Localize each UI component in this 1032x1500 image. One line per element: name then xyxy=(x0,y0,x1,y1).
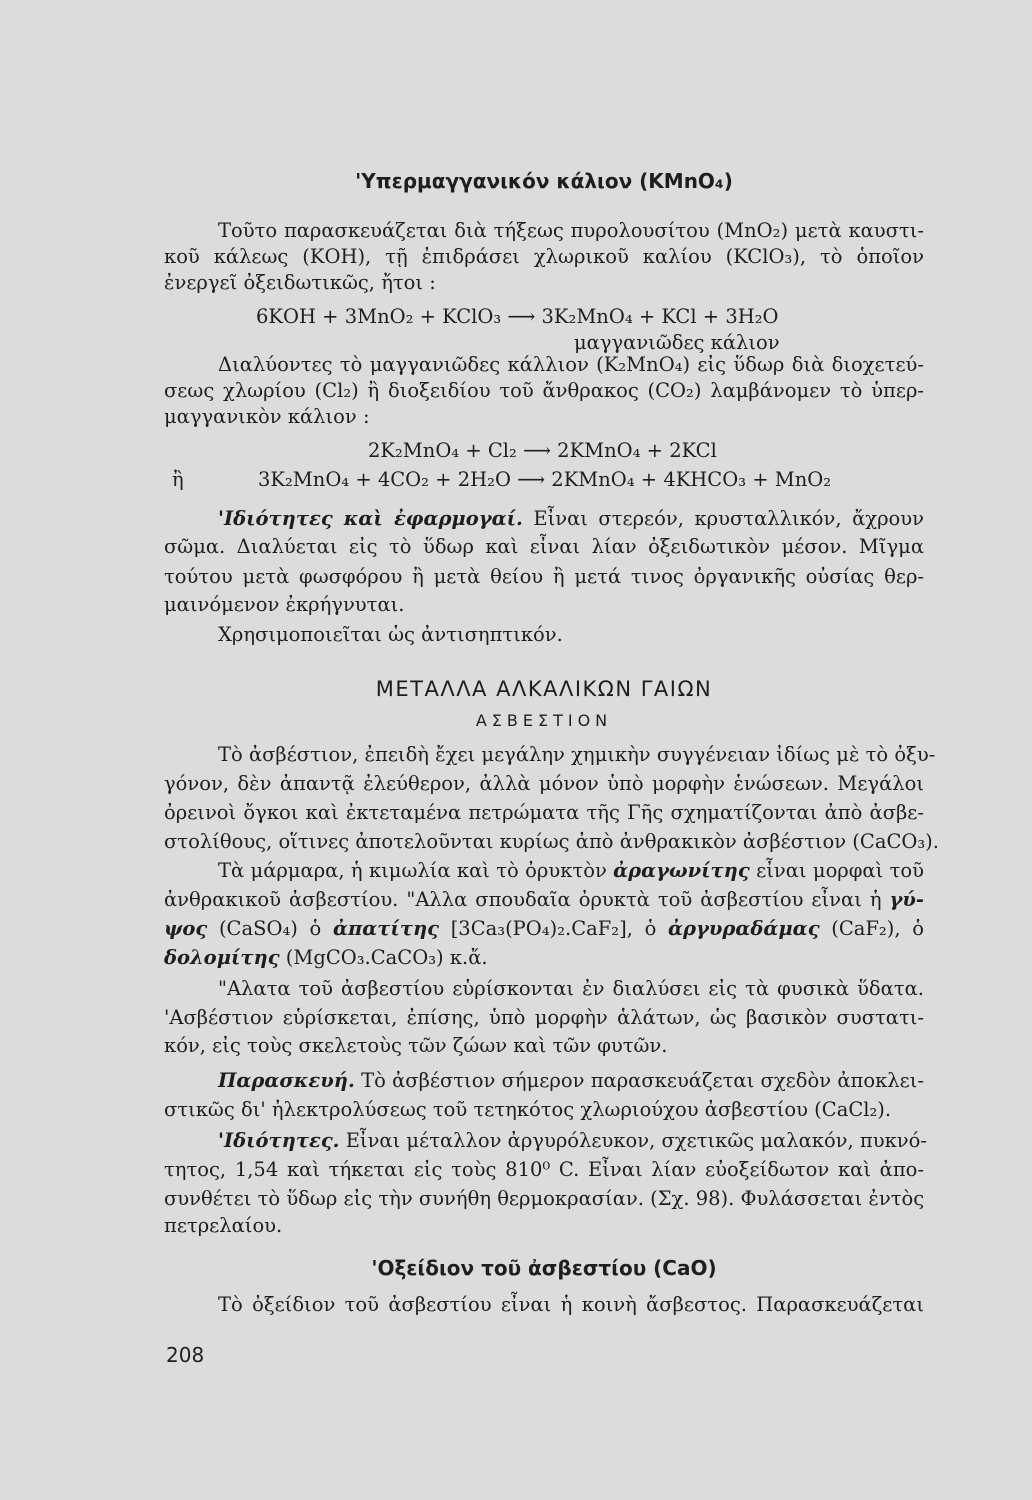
text-run: εἶναι μορφαὶ τοῦ xyxy=(756,859,924,882)
text-run: Τὸ ἀσβέστιον σήμερον παρασκευάζεται σχεδὸν ἀποκλει- xyxy=(361,1069,925,1092)
paragraph-line xyxy=(218,1068,924,1094)
paragraph-line: στολίθους, οἵτινες ἀποτελοῦνται κυρίως ἀπὸ ἀνθρακικὸν ἀσβέστιον (CaCO₃). xyxy=(164,830,939,853)
paragraph-line xyxy=(164,887,924,913)
paragraph-line: Τὸ ὀξείδιον τοῦ ἀσβεστίου εἶναι ἡ κοινὴ ἄσβεστος. Παρασκευάζεται xyxy=(218,1293,924,1316)
paragraph-line: Χρησιμοποιεῖται ὡς ἀντισηπτικόν. xyxy=(218,623,563,646)
text-run: (CaF₂), ὁ xyxy=(831,917,924,940)
paragraph-line: σῶμα. Διαλύεται εἰς τὸ ὕδωρ καὶ εἶναι λίαν ὀξειδωτικὸν μέσον. Μῖγμα xyxy=(164,535,924,558)
paragraph-line: τητος, 1,54 καὶ τήκεται εἰς τοὺς 810⁰ C. Εἶναι λίαν εὐοξείδωτον καὶ ἀπο- xyxy=(164,1158,924,1181)
section-title: ΜΕΤΑΛΛΑ ΑΛΚΑΛΙΚΩΝ ΓΑΙΩΝ xyxy=(375,677,713,701)
paragraph-line: ὀρεινοὶ ὄγκοι καὶ ἐκτεταμένα πετρώματα τῆς Γῆς σχηματίζονται ἀπὸ ἀσβε- xyxy=(164,801,924,824)
paragraph-line xyxy=(164,916,924,942)
equation-3: 3K₂MnO₄ + 4CO₂ + 2H₂O ⟶ 2KMnO₄ + 4KHCO₃ + MnO₂ xyxy=(258,468,832,491)
equation-2: 2K₂MnO₄ + Cl₂ ⟶ 2KMnO₄ + 2KCl xyxy=(368,439,717,462)
text-run: Τὰ μάρμαρα, ἡ κιμωλία καὶ τὸ ὀρυκτὸν xyxy=(218,859,607,882)
equation-1: 6ΚΟΗ + 3MnO₂ + KClO₃ ⟶ 3K₂MnO₄ + KCl + 3H₂O xyxy=(256,305,779,328)
mineral-name: γύ- xyxy=(889,888,924,911)
paragraph-line xyxy=(218,858,924,884)
properties-label: 'Ιδιότητες καὶ ἐφαρμογαί. xyxy=(218,507,523,530)
properties-text: Εἶναι στερεόν, κρυσταλλικόν, ἄχρουν xyxy=(533,507,924,530)
paragraph-line: τούτου μετὰ φωσφόρου ἢ μετὰ θείου ἢ μετά τινος ὀργανικῆς οὐσίας θερ- xyxy=(164,565,924,588)
mineral-name: δολομίτης xyxy=(164,946,280,969)
mineral-name: ἀργυραδάμας xyxy=(668,917,820,940)
text-run: (CaSO₄) ὁ xyxy=(218,917,322,940)
paragraph-line: Τοῦτο παρασκευάζεται διὰ τήξεως πυρολουσίτου (MnO₂) μετὰ καυστι- xyxy=(218,219,924,242)
properties-line xyxy=(218,506,924,532)
equation-1-label: μαγγανιῶδες κάλιον xyxy=(574,331,780,354)
paragraph-line: πετρελαίου. xyxy=(164,1214,283,1237)
mineral-name: ψος xyxy=(164,917,208,940)
mineral-name: ἀπατίτης xyxy=(332,917,439,940)
paragraph-line: κόν, εἰς τοὺς σκελετοὺς τῶν ζώων καὶ τῶν φυτῶν. xyxy=(164,1034,668,1057)
heading-calcium-oxide: 'Οξείδιον τοῦ ἀσβεστίου (CaO) xyxy=(371,1256,717,1280)
paragraph-line: Τὸ ἀσβέστιον, ἐπειδὴ ἔχει μεγάλην χημικὴν συγγένειαν ἰδίως μὲ τὸ ὀξυ- xyxy=(218,743,936,766)
mineral-name: ἀραγωνίτης xyxy=(613,859,750,882)
paragraph-line: 'Ασβέστιον εὑρίσκεται, ἐπίσης, ὑπὸ μορφὴν ἁλάτων, ὡς βασικὸν συστατι- xyxy=(164,1006,924,1029)
paragraph-line: στικῶς δι' ἠλεκτρολύσεως τοῦ τετηκότος χλωριούχου ἀσβεστίου (CaCl₂). xyxy=(164,1098,892,1121)
paragraph-line: Διαλύοντες τὸ μαγγανιῶδες κάλλιον (K₂MnO₄) εἰς ὕδωρ διὰ διοχετεύ- xyxy=(218,353,924,376)
paragraph-line xyxy=(218,1128,927,1154)
paragraph-line: γόνον, δὲν ἀπαντᾷ ἐλεύθερον, ἀλλὰ μόνον ὑπὸ μορφὴν ἑνώσεων. Μεγάλοι xyxy=(164,772,924,795)
preparation-label: Παρασκευή. xyxy=(218,1069,355,1092)
text-run: ἀνθρακικοῦ ἀσβεστίου. "Αλλα σπουδαῖα ὀρυκτὰ τοῦ ἀσβεστίου εἶναι ἡ xyxy=(164,888,882,911)
equation-3-prefix: ἢ xyxy=(172,468,184,491)
paragraph-line: μαγγανικὸν κάλιον : xyxy=(164,405,370,428)
text-run: [3Ca₃(PO₄)₂.CaF₂], ὁ xyxy=(450,917,657,940)
paragraph-line: συνθέτει τὸ ὕδωρ εἰς τὴν συνήθη θερμοκρασίαν. (Σχ. 98). Φυλάσσεται ἐντὸς xyxy=(164,1187,925,1210)
paragraph-line: κοῦ κάλεως (ΚΟΗ), τῇ ἐπιδράσει χλωρικοῦ καλίου (KClO₃), τὸ ὁποῖον xyxy=(164,245,924,268)
paragraph-line xyxy=(164,945,924,971)
text-run: Εἶναι μέταλλον ἀργυρόλευκον, σχετικῶς μαλακόν, πυκνό- xyxy=(345,1129,927,1152)
section-subtitle: ΑΣΒΕΣΤΙΟΝ xyxy=(475,711,613,730)
heading-potassium-permanganate: 'Υπερμαγγανικόν κάλιον (ΚΜnΟ₄) xyxy=(355,169,733,193)
page-number: 208 xyxy=(166,1343,205,1367)
paragraph-line: σεως χλωρίου (Cl₂) ἢ διοξειδίου τοῦ ἄνθρακος (CO₂) λαμβάνομεν τὸ ὑπερ- xyxy=(164,379,924,402)
properties-label: 'Ιδιότητες. xyxy=(218,1129,340,1152)
text-run: (MgCO₃.CaCO₃) κ.ἄ. xyxy=(285,946,488,969)
paragraph-line: "Αλατα τοῦ ἀσβεστίου εὑρίσκονται ἐν διαλύσει εἰς τὰ φυσικὰ ὕδατα. xyxy=(218,977,924,1000)
paragraph-line: ἐνεργεῖ ὀξειδωτικῶς, ἤτοι : xyxy=(164,271,436,294)
paragraph-line: μαινόμενον ἐκρήγνυται. xyxy=(164,593,405,616)
